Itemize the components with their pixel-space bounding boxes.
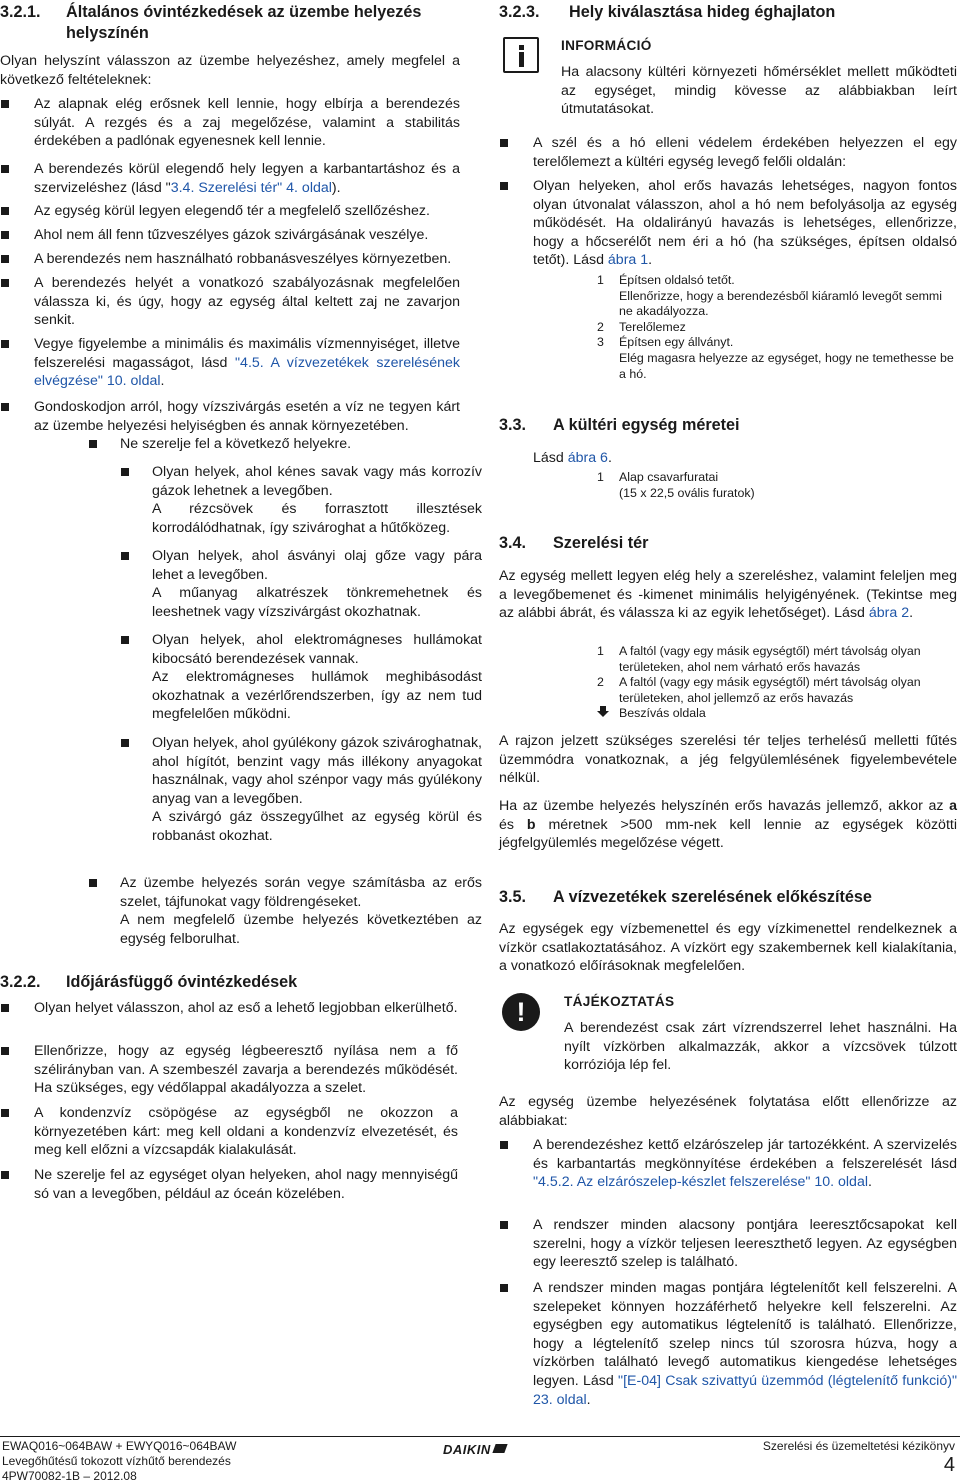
document-code: 4PW70082-1B – 2012.08 <box>2 1469 137 1483</box>
model-names: EWAQ016~064BAW + EWYQ016~064BAW <box>2 1439 237 1453</box>
heading-3-2-3 <box>499 2 835 23</box>
manual-title: Szerelési és üzemeltetési kézikönyv <box>762 1439 955 1453</box>
page-number: 4 <box>943 1454 955 1476</box>
heading-3-5 <box>499 887 872 908</box>
link-e04-mode[interactable]: "[E-04] Csak szivattyú üzemmód (légtelenítő funkció)" 23. oldal <box>533 1372 957 1408</box>
legend-item: Ellenőrizze, hogy a berendezésből kiáramló levegőt semmi ne akadályozza. <box>619 288 943 319</box>
heading-3-2-2 <box>0 972 297 993</box>
bullet-wind-snow-baffle: A szél és a hó elleni védelem érdekében helyezzen el egy terelőlemezt a kültéri egység levegő felőli oldalán: <box>499 134 957 171</box>
legend-item: (15 x 22,5 ovális furatok) <box>619 485 755 500</box>
heading-title: Időjárásfüggő óvintézkedések <box>66 973 298 991</box>
heading-3-4 <box>499 533 648 554</box>
heading-title: Szerelési tér <box>553 534 649 552</box>
installation-space-text: Az egység mellett legyen elég hely a szereléshez, valamint feleljen meg a levegőbemenet és -kimenet minimális helyigényének. (Tekintse meg az alábbi ábrát, és válassza ki az egyik lehetőséget). Lásd ábra 2. <box>499 568 957 622</box>
heading-number: 3.2.2. <box>0 973 41 991</box>
bullet-sulfur-gas: Olyan helyek, ahol kénes savak vagy más korrozív gázok lehetnek a levegőben. A rézcsövek és forrasztott illesztések korrodálódhatnak, így szivároghat a hűtőközeg. <box>121 463 482 537</box>
link-section-4-5[interactable]: "4.5. A vízvezetékek szerelésének elvégzése" 10. oldal <box>34 354 460 390</box>
section-3-2-1 <box>0 2 460 44</box>
notice-text: A berendezést csak zárt vízrendszerrel lehet használni. Ha nyílt vízkörben alkalmazzák, akkor a vízcsövek túlzott korróziója lép fel. <box>564 1020 957 1074</box>
bullet-rain: Olyan helyet válasszon, ahol az eső a lehető legjobban elkerülhető. <box>0 999 458 1018</box>
heavy-snow-note: Ha az üzembe helyezés helyszínén erős havazás jellemző, akkor az a és b méretnek >500 mm-nek kell lennie az egységek közötti jégfelgyülemlés megelőzése végett. <box>499 798 957 852</box>
bullet-do-not-install: Ne szerelje fel a következő helyekre. <box>89 435 460 454</box>
exclamation-icon: ! <box>502 993 540 1031</box>
bullet-flammable-places: Olyan helyek, ahol gyúlékony gázok szivároghatnak, ahol hígítót, benzint vagy más illékony anyagokat használnak, vagy ahol szénpor vagy más gyúlékony anyag van a levegőben. A szivárgó gáz összegyűlhet az egység körül és robbanást okozhat. <box>121 734 482 846</box>
bullet-salt: Ne szerelje fel az egységet olyan helyeken, ahol nagy mennyiségű só van a levegőben, például az óceán közelében. <box>0 1166 458 1203</box>
down-arrow-icon <box>597 706 609 717</box>
figure-6-legend <box>597 470 957 501</box>
heading-title: A vízvezetékek szerelésének előkészítése <box>553 888 872 906</box>
legend-item: Beszívás oldala <box>597 706 957 722</box>
page-footer <box>0 1436 960 1483</box>
footer-right <box>763 1439 955 1476</box>
bullet-drain-taps: A rendszer minden alacsony pontjára leeresztőcsapokat kell szerelni, hogy a vízkör teljesen leereszthető legyen. Az egységben egy leeresztő szelep is található. <box>499 1216 957 1272</box>
information-box <box>503 37 957 117</box>
bullet-mineral-oil: Olyan helyek, ahol ásványi olaj gőze vagy pára lehet a levegőben. A műanyag alkatrészek tönkremehetnek és leeshetnek vagy vízszivárgást okozhatnak. <box>121 547 482 621</box>
legend-item: 2 A faltól (vagy egy másik egységtől) mért távolság olyan területeken, ahol jellemző az erős havazás <box>597 675 921 705</box>
heading-title: Általános óvintézkedések az üzembe helyezés helyszínén <box>66 3 422 42</box>
heading-number: 3.3. <box>499 416 527 434</box>
heading-3-3 <box>499 415 740 436</box>
bullet-wind-earthquake: Az üzembe helyezés során vegye számításba az erős szelet, tájfunokat vagy földrengéseket. A nem megfelelő üzembe helyezés következtében az egység felborulhat. <box>89 874 482 948</box>
bullet-electromagnetic: Olyan helyek, ahol elektromágneses hullámokat kibocsátó berendezések vannak. Az elektromágneses hullámok meghibásodást okozhatnak a vezérlőrendszerben, így az nem tud megfelelően működni. <box>121 631 482 724</box>
heading-title: A kültéri egység méretei <box>553 416 740 434</box>
link-section-3-4[interactable]: 3.4. Szerelési tér" 4. oldal <box>170 179 332 196</box>
water-piping-text: Az egységek egy vízbemenettel és egy vízkimenettel rendelkeznek a vízkör csatlakoztatásához. A vízkört egy szakembernek kell kialakítania, a vonatkozó előírásoknak megfelelően. <box>499 921 957 975</box>
legend-item: 2 Terelőlemez <box>597 319 686 334</box>
figure-1-legend <box>597 273 957 382</box>
heading-number: 3.4. <box>499 534 527 552</box>
space-note: A rajzon jelzett szükséges szerelési tér teljes terhelésű melletti fűtés üzemmódra vonatkoznak, a jég felgyülemlésének figyelembevétele nélkül. <box>499 733 957 787</box>
heading-number: 3.2.1. <box>0 3 41 21</box>
bullet-service-space: A berendezés körül elegendő hely legyen a karbantartáshoz és a szervizeléshez (lásd "3.4. Szerelési tér" 4. oldal). <box>0 160 460 197</box>
link-section-4-5-2[interactable]: "4.5.2. Az elzárószelep-készlet felszerelése" 10. oldal <box>533 1174 868 1191</box>
heading-number: 3.5. <box>499 888 527 906</box>
heading-number: 3.2.3. <box>499 3 540 21</box>
bullet-water-volume: Vegye figyelembe a minimális és maximális vízmennyiséget, illetve felszerelési magasságot, lásd "4.5. A vízvezetékek szerelésének elvégzése" 10. oldal. <box>0 335 460 391</box>
logo-mark-icon <box>492 1444 507 1453</box>
heading-3-2-1 <box>0 2 460 44</box>
bullet-air-purge: A rendszer minden magas pontjára légtelenítőt kell felszerelni. A szelepeket könnyen hozzáférhető helyekre kell felszerelni. Az egységben egy automatikus légtelenítő is található. Ellenőrizze, hogy a légtelenítő szelep nincs túl szorosra húzva, hogy a vízkörben található levegő automatikus kiengedése lehetséges legyen. Lásd "[E-04] Csak szivattyú üzemmód (légtelenítő funkció)" 23. oldal. <box>499 1279 957 1409</box>
bullet-wind-direction: Ellenőrizze, hogy az egység légbeeresztő nyílása nem a fő szélirányban van. A szembeszél zavarja a berendezés működését. Ha szükséges, egy védőlappal akadályozza a szelet. <box>0 1042 458 1098</box>
bullet-water-leak: Gondoskodjon arról, hogy vízszivárgás esetén a víz ne tegyen kárt az üzembe helyezési helyiségben és annak környezetében. <box>0 398 460 435</box>
legend-item: Elég magasra helyezze az egységet, hogy ne temethesse be a hó. <box>619 350 954 381</box>
link-figure-2[interactable]: ábra 2 <box>868 605 910 622</box>
intro-paragraph: Olyan helyszínt válasszon az üzembe helyezéshez, amely megfelel a következő feltételeknek: <box>0 53 460 88</box>
bullet-flammable-gas: Ahol nem áll fenn tűzveszélyes gázok szivárgásának veszélye. <box>0 226 460 245</box>
check-intro: Az egység üzembe helyezésének folytatása előtt ellenőrizze az alábbiakat: <box>499 1094 957 1129</box>
see-figure-6: Lásd ábra 6. <box>533 450 612 466</box>
bullet-explosive: A berendezés nem használható robbanásveszélyes környezetben. <box>0 250 460 269</box>
bullet-shutoff-valves: A berendezéshez kettő elzárószelep jár tartozékként. A szervizelés és karbantartás megkönnyítése érdekében a felszerelését lásd "4.5.2. Az elzárószelep-készlet felszerelése" 10. oldal. <box>499 1136 957 1192</box>
info-text: Ha alacsony kültéri környezeti hőmérséklet mellett működteti az egységet, mindig kövesse az alábbiakban leírt útmutatásokat. <box>561 64 957 118</box>
figure-2-legend <box>597 644 957 722</box>
bullet-condensate: A kondenzvíz csöpögése az egységből ne okozzon a környezetében kárt: meg kell oldani a kondenzvíz elvezetését, és meg kell előzni a vízcsapdák kialakulását. <box>0 1104 458 1160</box>
bullet-ventilation: Az egység körül legyen elegendő tér a megfelelő szellőzéshez. <box>0 202 460 221</box>
daikin-logo: DAIKIN <box>443 1442 506 1457</box>
legend-item: 3 Építsen egy állványt. <box>597 335 734 350</box>
info-icon <box>503 37 539 73</box>
link-figure-6[interactable]: ábra 6 <box>567 450 608 466</box>
heading-title: Hely kiválasztása hideg éghajlaton <box>569 3 836 21</box>
link-figure-1[interactable]: ábra 1 <box>607 252 649 269</box>
notice-heading: TÁJÉKOZTATÁS <box>564 994 675 1009</box>
info-heading: INFORMÁCIÓ <box>561 38 652 53</box>
bullet-heavy-snow: Olyan helyeken, ahol erős havazás lehetséges, nagyon fontos olyan útvonalat válasszon, ahol a hó nem befolyásolja az egység működését. Ha oldalirányú havazás is lehetséges, ellenőrizze, hogy a hőcserélőt nem éri a hó (ha szükséges, építsen oldalsó tetőt). Lásd ábra 1. <box>499 177 957 270</box>
product-description: Levegőhűtésű tokozott vízhűtő berendezés <box>2 1454 231 1468</box>
legend-item: 1 A faltól (vagy egy másik egységtől) mért távolság olyan területeken, ahol nem várható erős havazás <box>597 644 921 674</box>
bullet-regulations: A berendezés helyét a vonatkozó szabályozásnak megfelelően válassza ki, és úgy, hogy az egység által keltett zaj ne zavarjon senkit. <box>0 274 460 330</box>
legend-item: 1 Alap csavarfuratai <box>597 470 719 484</box>
bullet-foundation: Az alapnak elég erősnek kell lennie, hogy elbírja a berendezés súlyát. A rezgés és a zaj megelőzése, valamint a stabilitás érdekében a padlónak egyenesnek kell lennie. <box>0 95 460 151</box>
footer-left <box>2 1439 236 1484</box>
notice-box <box>501 993 957 1077</box>
legend-item: 1 Építsen oldalsó tetőt. <box>597 273 735 287</box>
